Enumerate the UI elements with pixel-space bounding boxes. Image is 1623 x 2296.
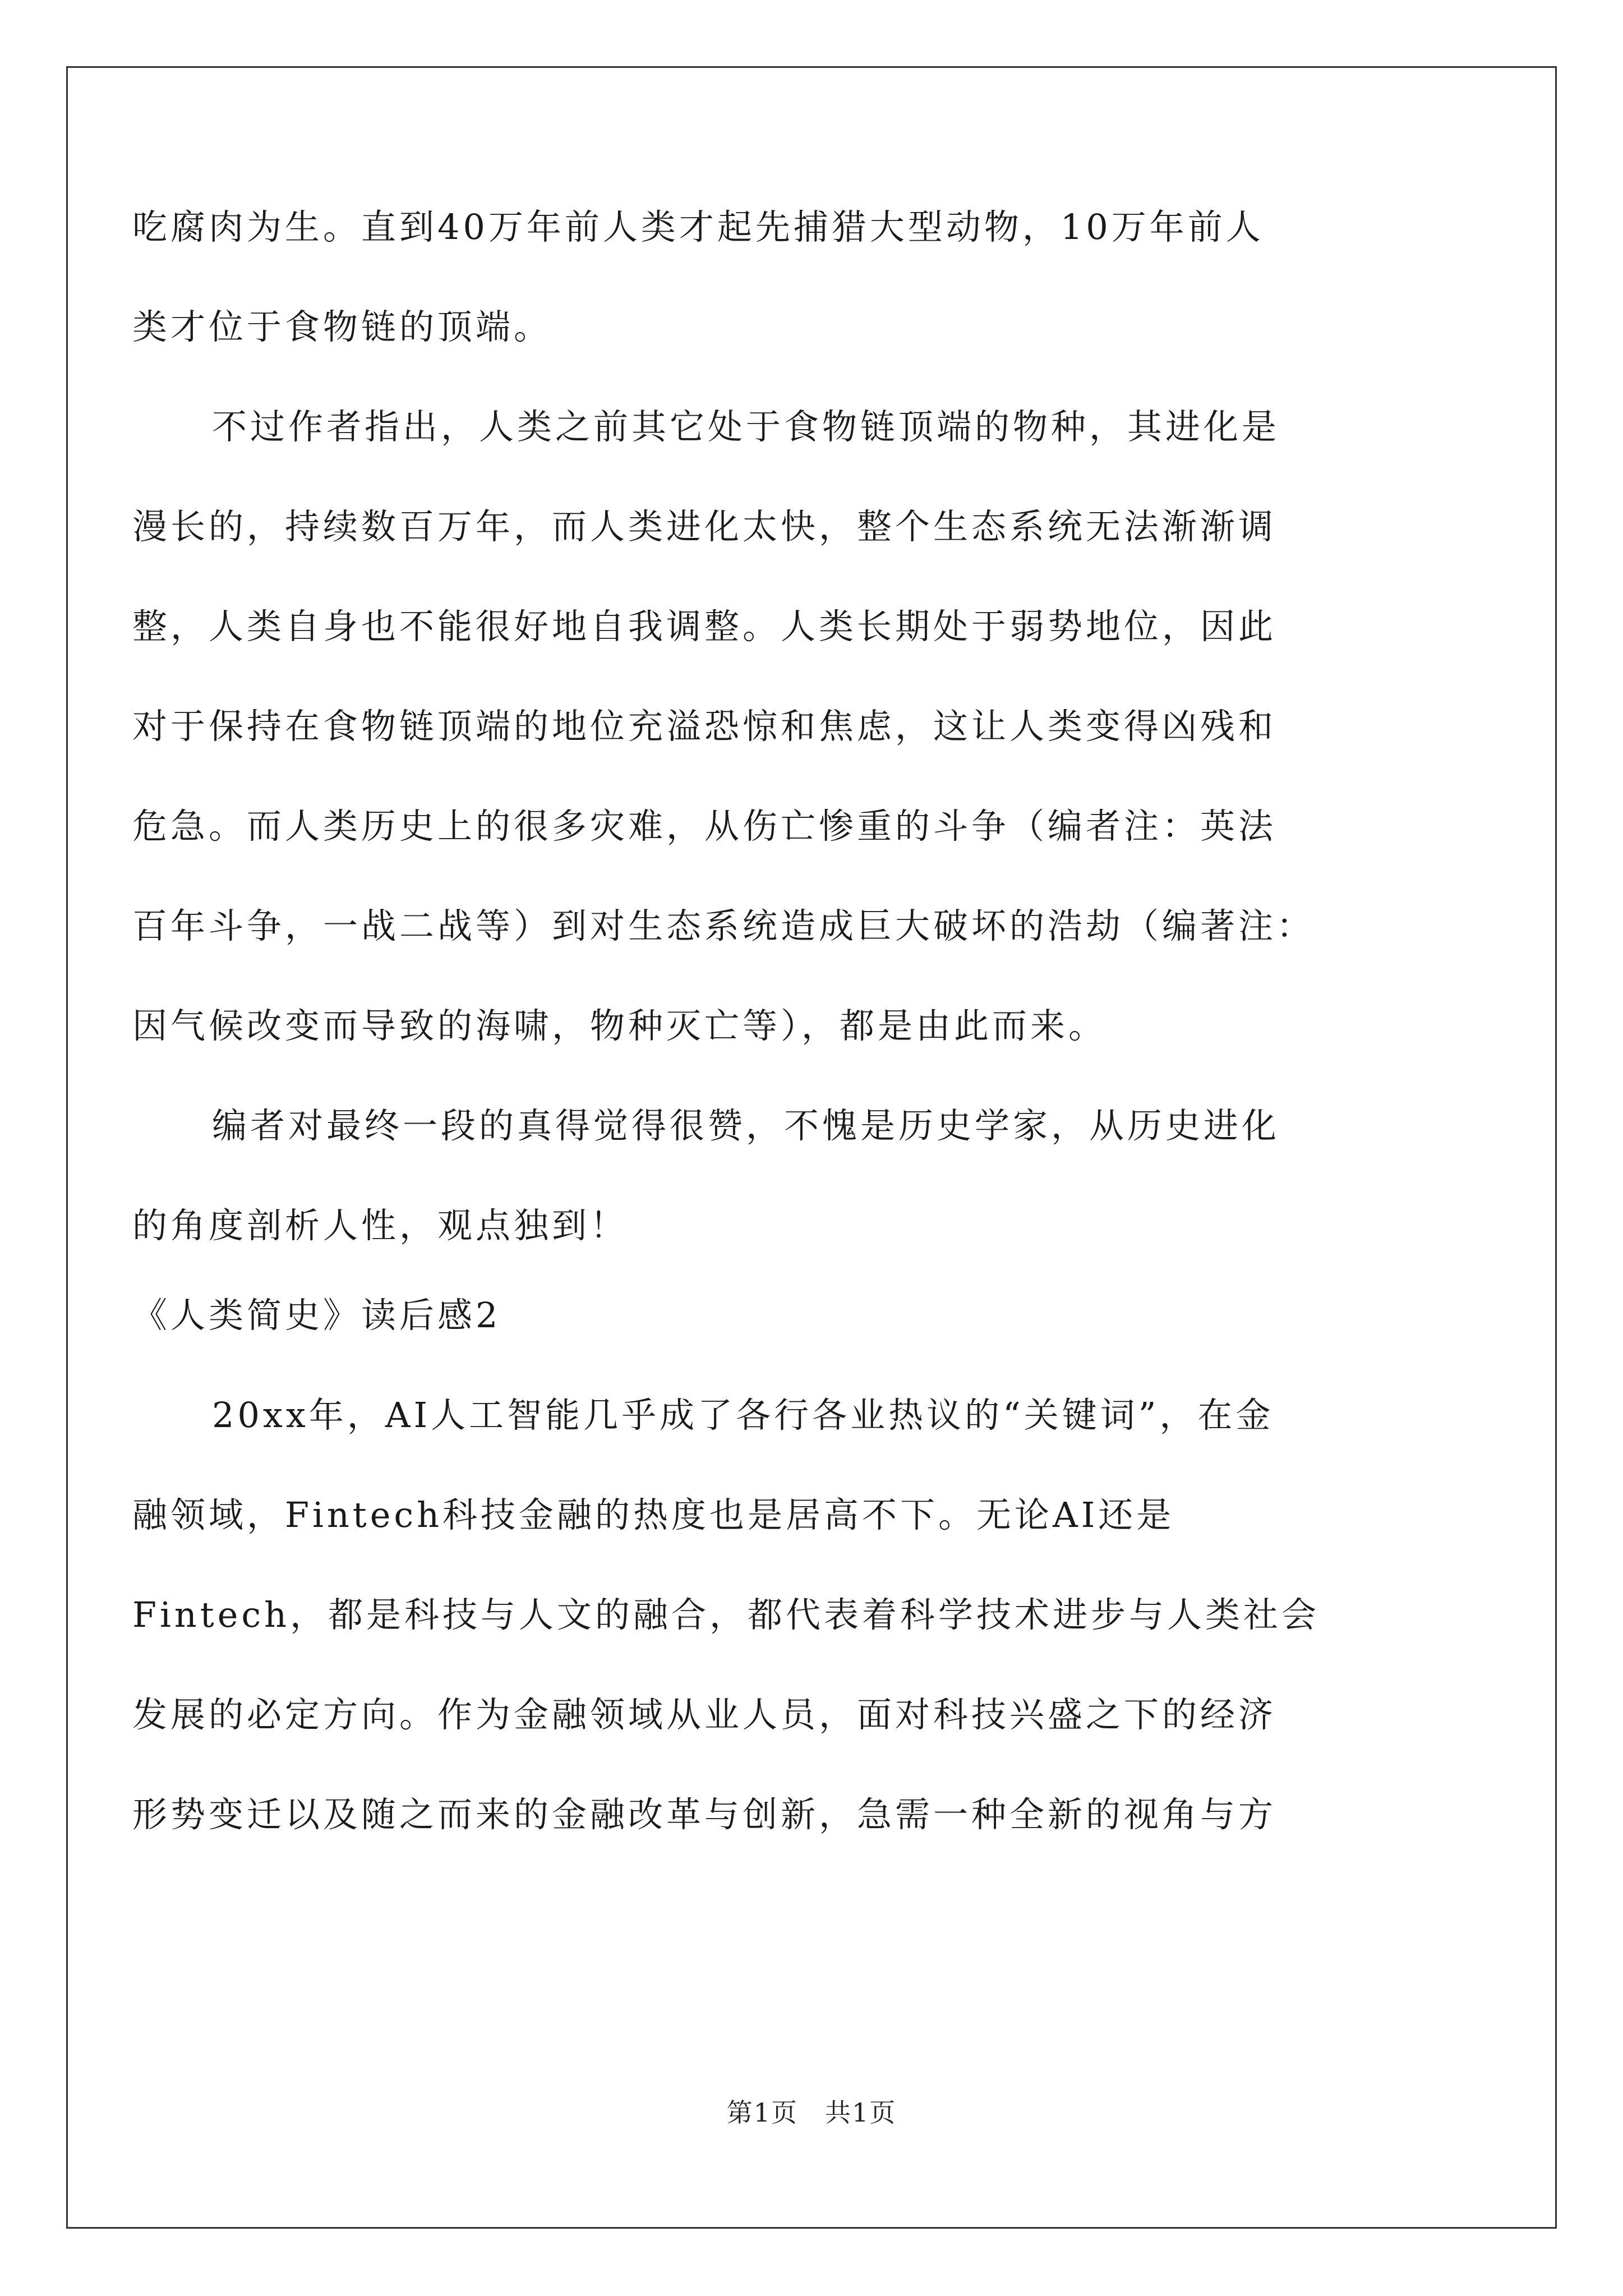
- paragraph-2-line-3: 整，人类自身也不能很好地自我调整。人类长期处于弱势地位，因此: [132, 606, 1277, 647]
- paragraph-4-line-2: 融领域，Fintech科技金融的热度也是居高不下。无论AI还是: [132, 1494, 1175, 1535]
- paragraph-2-line-4: 对于保持在食物链顶端的地位充溢恐惊和焦虑，这让人类变得凶残和: [132, 706, 1277, 747]
- paragraph-1-line-1: 吃腐肉为生。直到40万年前人类才起先捕猎大型动物，10万年前人: [132, 206, 1264, 247]
- paragraph-2-line-2: 漫长的，持续数百万年，而人类进化太快，整个生态系统无法渐渐调: [132, 506, 1277, 547]
- paragraph-2-line-5: 危急。而人类历史上的很多灾难，从伤亡惨重的斗争（编者注：英法: [132, 806, 1277, 846]
- page-number-footer: 第1页 共1页: [726, 2097, 897, 2128]
- paragraph-2-line-6: 百年斗争，一战二战等）到对生态系统造成巨大破坏的浩劫（编著注：: [132, 905, 1315, 946]
- paragraph-4-line-3: Fintech，都是科技与人文的融合，都代表着科学技术进步与人类社会: [132, 1594, 1320, 1635]
- paragraph-3-line-2: 的角度剖析人性，观点独到！: [132, 1205, 629, 1246]
- paragraph-4-line-5: 形势变迁以及随之而来的金融改革与创新，急需一种全新的视角与方: [132, 1794, 1277, 1835]
- section-heading: 《人类简史》读后感2: [132, 1295, 501, 1336]
- paragraph-1-line-2: 类才位于食物链的顶端。: [132, 306, 552, 347]
- paragraph-4-line-4: 发展的必定方向。作为金融领域从业人员，面对科技兴盛之下的经济: [132, 1694, 1277, 1735]
- paragraph-2-line-7: 因气候改变而导致的海啸，物种灭亡等），都是由此而来。: [132, 1005, 1107, 1046]
- paragraph-3-line-1: 编者对最终一段的真得觉得很赞，不愧是历史学家，从历史进化: [212, 1105, 1280, 1146]
- paragraph-4-line-1: 20xx年，AI人工智能几乎成了各行各业热议的“关键词”，在金: [212, 1395, 1274, 1435]
- paragraph-2-line-1: 不过作者指出，人类之前其它处于食物链顶端的物种，其进化是: [212, 406, 1280, 447]
